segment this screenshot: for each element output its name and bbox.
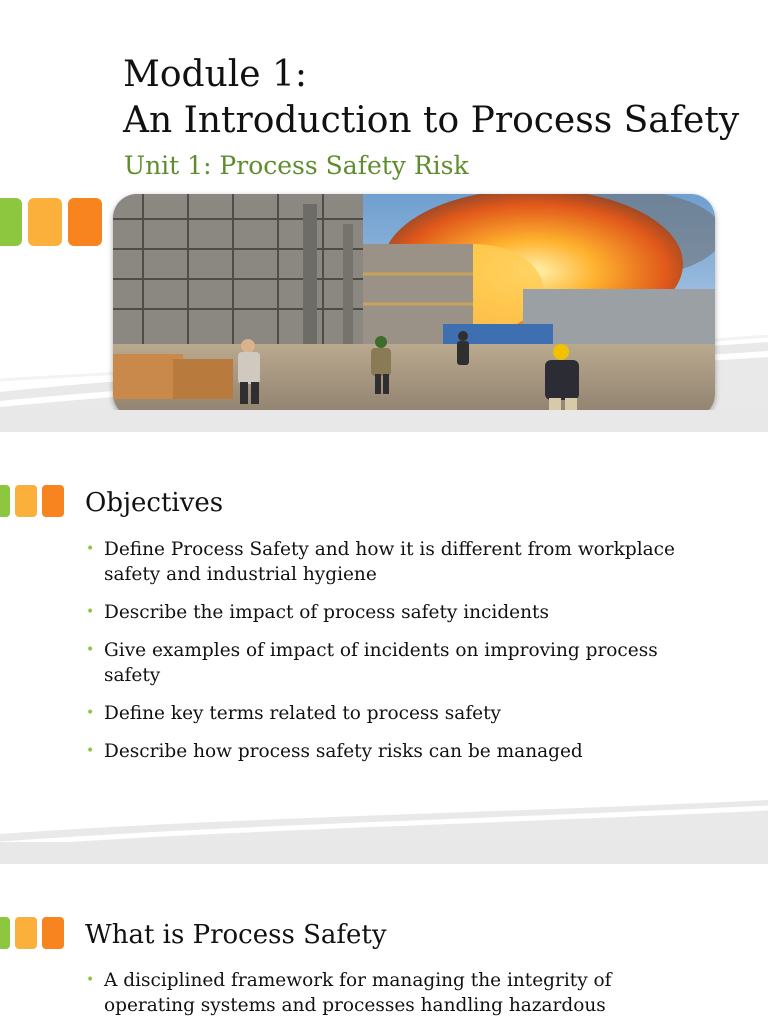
list-item: • Describe how process safety risks can be managed — [86, 741, 583, 762]
green-square — [0, 198, 22, 246]
light-orange-square — [15, 917, 37, 949]
what-is-process-safety-slide — [0, 864, 768, 1024]
module-title — [123, 52, 739, 144]
bullet-icon: • — [86, 604, 95, 620]
objectives-slide — [0, 432, 768, 864]
slide-divider — [0, 842, 768, 864]
light-orange-square — [15, 485, 37, 517]
accent-squares — [0, 917, 64, 949]
section-title: What is Process Safety — [85, 920, 387, 950]
orange-square — [42, 485, 64, 517]
bullet-icon: • — [86, 541, 95, 557]
orange-square — [42, 917, 64, 949]
list-item: • Define Process Safety and how it is different from workplace safety and industrial hygiene — [86, 539, 675, 585]
list-item: • Give examples of impact of incidents on improving process safety — [86, 640, 658, 686]
definition-list — [85, 968, 665, 1018]
objectives-title: Objectives — [85, 488, 224, 518]
photo-illustration — [113, 194, 715, 418]
bullet-icon: • — [86, 705, 95, 721]
bullet-icon: • — [86, 743, 95, 759]
bullet-icon: • — [86, 642, 95, 658]
list-item: • Define key terms related to process safety — [86, 703, 502, 724]
light-orange-square — [28, 198, 62, 246]
green-square — [0, 917, 10, 949]
accent-squares — [0, 485, 64, 517]
bullet-icon: • — [86, 972, 95, 988]
list-item: • A disciplined framework for managing the integrity of operating systems and processes handling hazardous — [86, 970, 612, 1016]
accent-squares — [0, 198, 102, 246]
orange-square — [68, 198, 102, 246]
title-slide — [0, 0, 768, 432]
title-line-2: An Introduction to Process Safety — [123, 100, 740, 141]
slide-divider — [0, 410, 768, 432]
objectives-list — [85, 537, 685, 764]
unit-subtitle: Unit 1: Process Safety Risk — [124, 151, 469, 180]
title-line-1: Module 1: — [123, 54, 308, 95]
green-square — [0, 485, 10, 517]
refinery-fire-photo — [113, 194, 715, 418]
list-item: • Describe the impact of process safety incidents — [86, 602, 549, 623]
